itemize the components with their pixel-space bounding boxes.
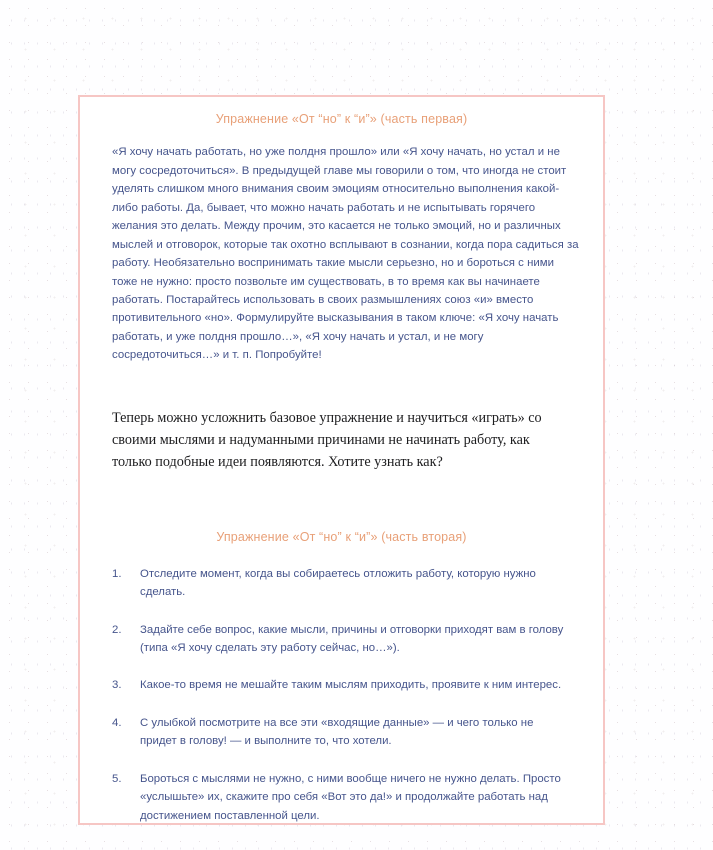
step-number: 1.	[112, 567, 122, 580]
list-item	[112, 714, 571, 751]
content-inner-wrapper	[80, 97, 603, 823]
exercise-content-card	[78, 95, 605, 825]
list-item	[112, 676, 571, 694]
step-text: Задайте себе вопрос, какие мысли, причины и отговорки приходят вам в голову (типа «Я хочу сделать эту работу сейчас, но…»).	[140, 623, 564, 654]
step-text: Бороться с мыслями не нужно, с ними вообще ничего не нужно делать. Просто «услышьте» их, скажите про себя «Вот это да!» и продолжайте работать над достижением поставленной цели.	[140, 772, 561, 822]
exercise-part-two-heading: Упражнение «От “но” к “и”» (часть вторая)	[216, 530, 467, 545]
step-text: Отследите момент, когда вы собираетесь отложить работу, которую нужно сделать.	[140, 567, 536, 599]
exercise-steps-list	[100, 565, 583, 826]
list-item	[112, 770, 571, 825]
step-number: 3.	[112, 679, 122, 692]
step-text: С улыбкой посмотрите на все эти «входящие данные» — и чего только не придет в голову! — и выполните то, что хотели.	[140, 716, 534, 748]
step-number: 4.	[112, 716, 122, 729]
step-text: Какое-то время не мешайте таким мыслям приходить, проявите к ним интерес.	[140, 679, 562, 692]
step-number: 2.	[112, 623, 122, 636]
step-number: 5.	[112, 772, 122, 785]
exercise-part-one-paragraph: «Я хочу начать работать, но уже полдня прошло» или «Я хочу начать, но устал и не могу сосредоточиться». В предыдущей главе мы говорили о том, что иногда не стоит уделять слишком много внимания своим эмоциям относительно выполнения какой-либо работы. Да, бывает, что можно начать работать и не испытывать горячего желания это делать. Между прочим, это касается не только эмоций, но и различных мыслей и отговорок, которые так охотно всплывают в сознании, когда пора садиться за работу. Необязательно воспринимать такие мысли серьезно, но и бороться с ними тоже не нужно: просто позвольте им существовать, в то время как вы начинаете работать. Постарайтесь использовать в своих размышлениях союз «и» вместо противительного «но». Формулируйте высказывания в таком ключе: «Я хочу начать работать, и уже полдня прошло…», «Я хочу начать и устал, и не могу сосредоточиться…» и т. п. Попробуйте!	[112, 146, 579, 362]
emphasis-paragraph: Теперь можно усложнить базовое упражнение и научиться «играть» со своими мыслями и надуманными причинами не начинать работу, как только подобные идеи появляются. Хотите узнать как?	[112, 409, 542, 471]
list-item	[112, 565, 571, 602]
exercise-part-one-heading: Упражнение «От “но” к “и”» (часть первая)	[215, 112, 468, 126]
list-item	[112, 621, 571, 658]
